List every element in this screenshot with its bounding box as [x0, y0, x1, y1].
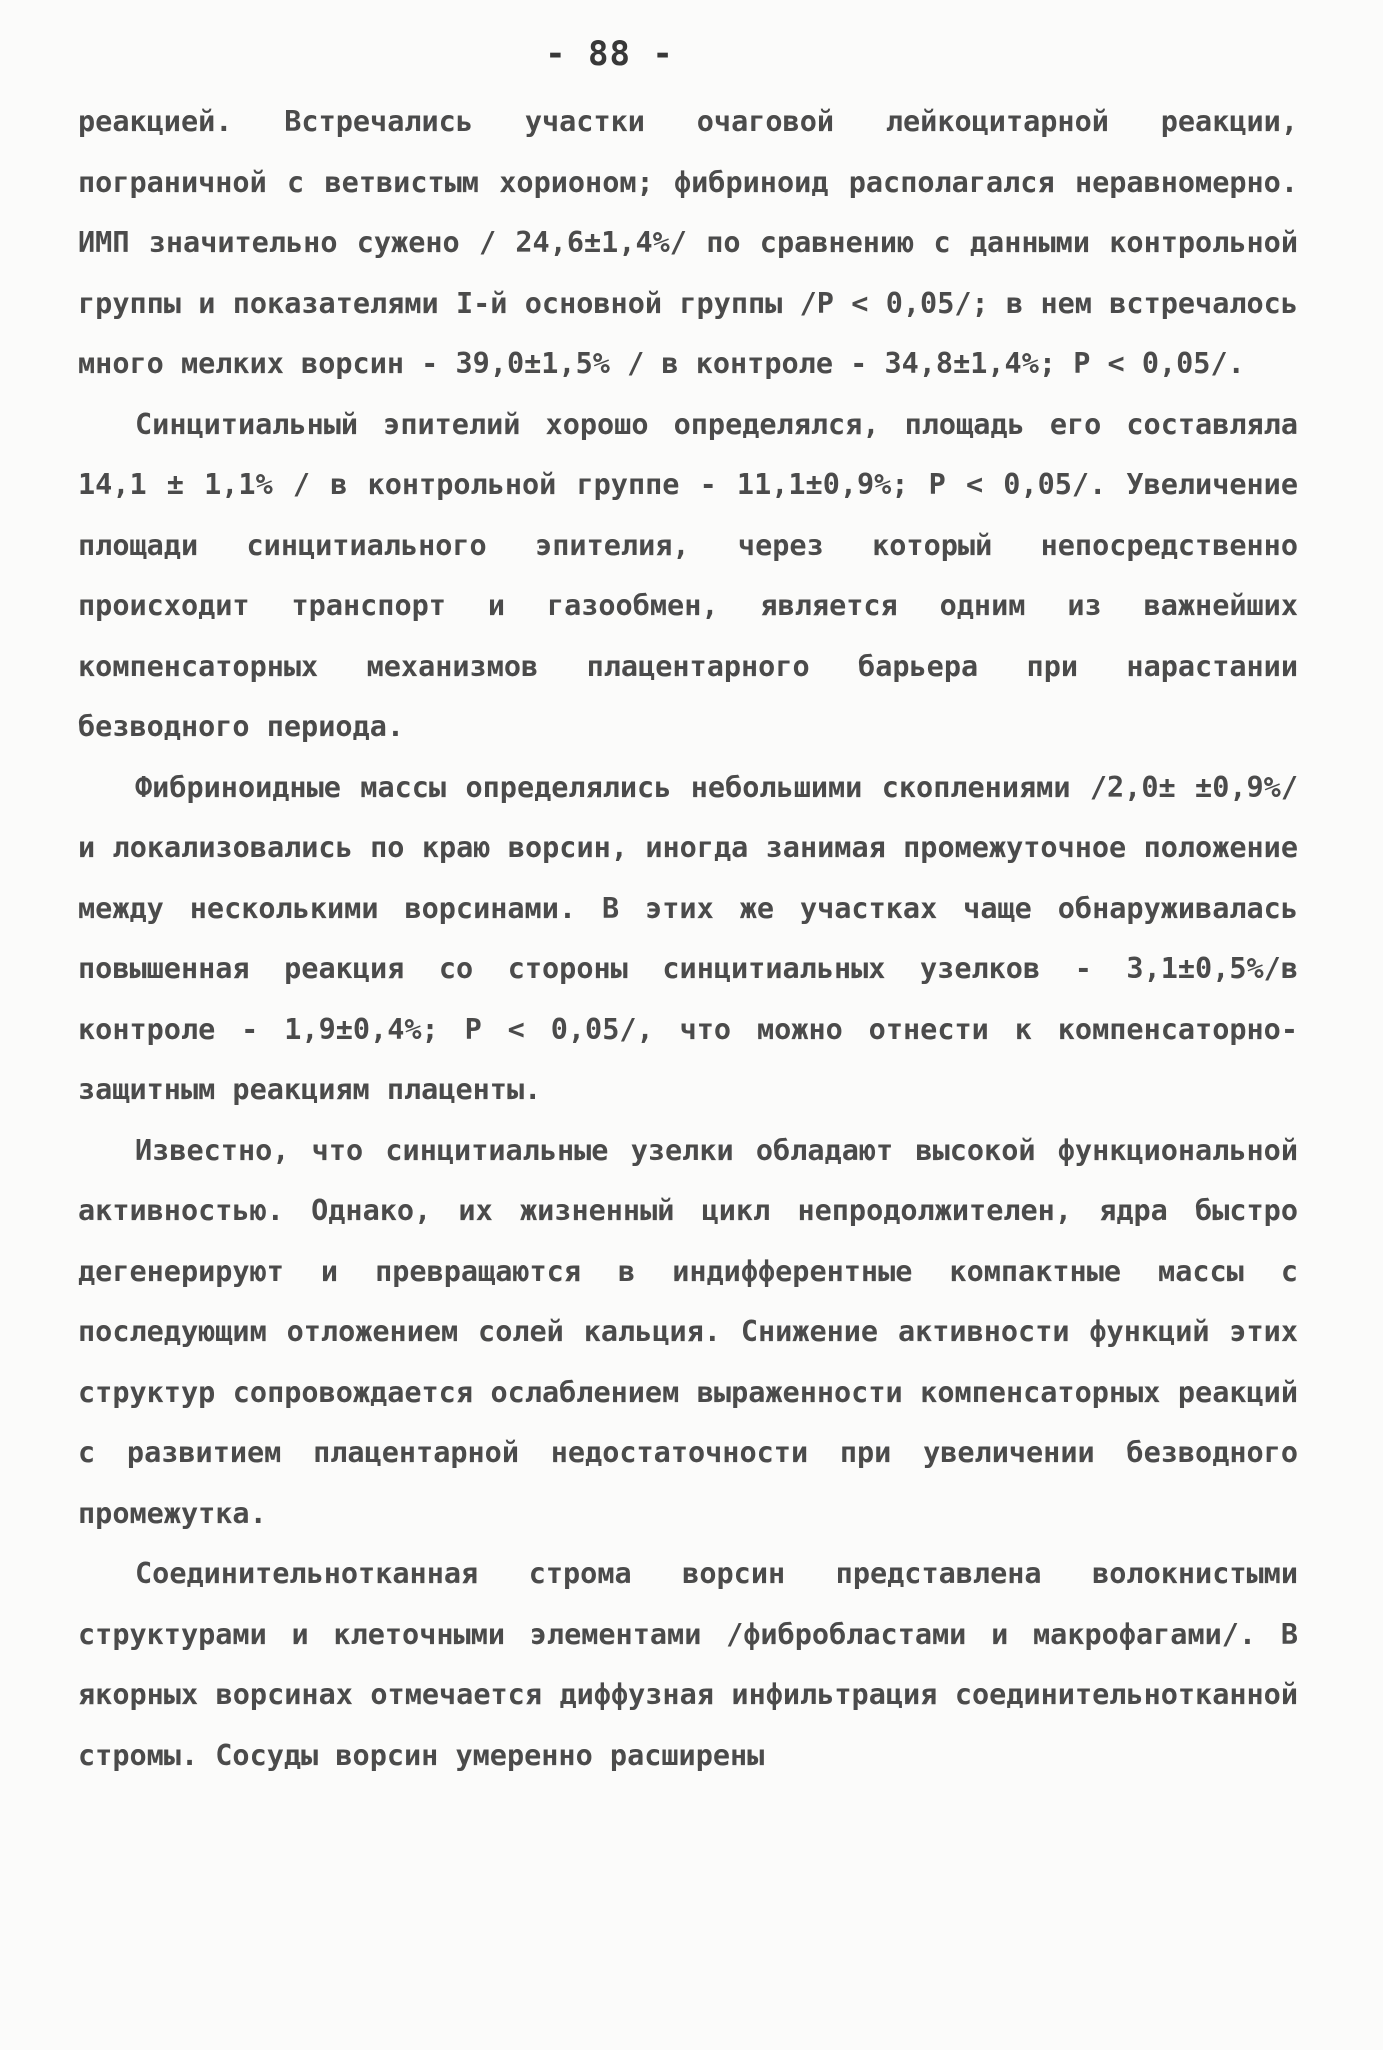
paragraph-2: Синцитиальный эпителий хорошо определялся, площадь его составляла 14,1 ± 1,1% / в контрольной группе - 11,1±0,9%; Р < 0,05/. Увеличение площади синцитиального эпителия, через который непосредственно происходит транспорт и газообмен, является одним из важнейших компенсаторных механизмов плацентарного барьера при нарастании безводного периода. [78, 407, 1298, 743]
paragraph-5: Соединительнотканная строма ворсин представлена волокнистыми структурами и клеточными элементами /фибробластами и макрофагами/. В якорных ворсинах отмечается диффузная инфильтрация соединительнотканной стромы. Сосуды ворсин умеренно расширены [78, 1557, 1298, 1772]
paragraph-3: Фибриноидные массы определялись небольшими скоплениями /2,0± ±0,9%/ и локализовались по краю ворсин, иногда занимая промежуточное положение между несколькими ворсинами. В этих же участках чаще обнаруживалась повышенная реакция со стороны синцитиальных узелков - 3,1±0,5%/в контроле - 1,9±0,4%; Р < 0,05/, что можно отнести к компенсаторно-защитным реакциям плаценты. [78, 770, 1298, 1106]
paragraph-1: реакцией. Встречались участки очаговой лейкоцитарной реакции, пограничной с ветвистым хорионом; фибриноид располагался неравномерно. ИМП значительно сужено / 24,6±1,4%/ по сравнению с данными контрольной группы и показателями I-й основной группы /Р < 0,05/; в нем встречалось много мелких ворсин - 39,0±1,5% / в контроле - 34,8±1,4%; Р < 0,05/. [78, 105, 1298, 380]
body-text [78, 92, 1298, 1786]
paragraph-4: Известно, что синцитиальные узелки обладают высокой функциональной активностью. Однако, их жизненный цикл непродолжителен, ядра быстро дегенерируют и превращаются в индифферентные компактные массы с последующим отложением солей кальция. Снижение активности функций этих структур сопровождается ослаблением выраженности компенсаторных реакций с развитием плацентарной недостаточности при увеличении безводного промежутка. [78, 1133, 1298, 1530]
page-number: - 88 - [545, 34, 674, 74]
